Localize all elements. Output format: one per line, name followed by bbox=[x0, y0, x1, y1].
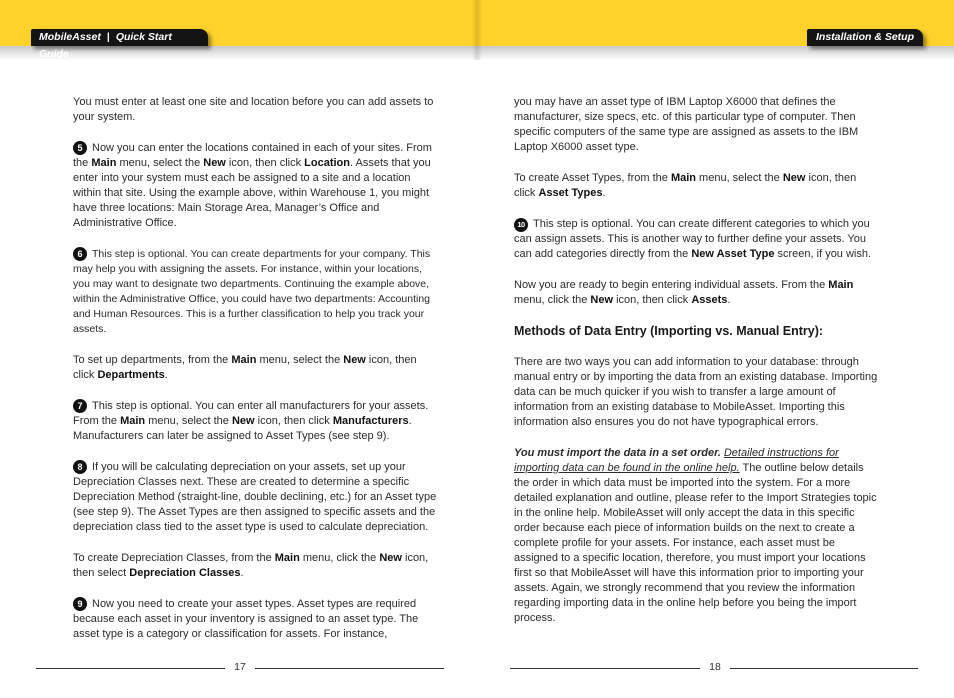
menu-term-main: Main bbox=[828, 279, 854, 291]
intro-paragraph: You must enter at least one site and location before you can add assets to your system. bbox=[73, 96, 434, 123]
text-run: . bbox=[240, 567, 244, 579]
screen-term-new-asset-type: New Asset Type bbox=[691, 248, 775, 260]
text-run: This step is optional. You can enter all manufacturers for your assets. From the bbox=[73, 400, 429, 427]
menu-term-main: Main bbox=[274, 552, 300, 564]
text-run: menu, select the bbox=[696, 172, 783, 184]
step-9-paragraph bbox=[73, 597, 440, 642]
step-6-paragraph bbox=[73, 247, 440, 337]
section-heading: Methods of Data Entry (Importing vs. Manual Entry): bbox=[514, 324, 824, 338]
menu-term-depreciation-classes: Depreciation Classes bbox=[129, 567, 241, 579]
text-run: . bbox=[164, 369, 168, 381]
step-5-paragraph bbox=[73, 141, 440, 231]
menu-term-new: New bbox=[231, 415, 255, 427]
menu-term-new: New bbox=[782, 172, 806, 184]
text-run: icon, then click bbox=[254, 415, 333, 427]
menu-term-new: New bbox=[379, 552, 402, 564]
text-run: . bbox=[727, 294, 731, 306]
text-run: To create Asset Types, from the bbox=[514, 172, 671, 184]
step-7-number-icon: 7 bbox=[73, 399, 87, 413]
text-run: menu, select the bbox=[145, 415, 232, 427]
text-run: menu, select the bbox=[256, 354, 344, 366]
menu-term-asset-types: Asset Types bbox=[538, 187, 603, 199]
text-run: This step is optional. You can create different categories to which you can assign assets. This is another way to further define your assets. You can add categories directly from the bbox=[514, 218, 870, 260]
text-run: icon, then click bbox=[73, 354, 417, 381]
left-page-number: 17 bbox=[225, 661, 255, 673]
asset-type-continuation-paragraph: you may have an asset type of IBM Laptop X6000 that defines the manufacturer, size specs, etc. of this particular type of computer. Then specific computers of the same type are assigned as assets to the IBM Laptop X6000 asset type. bbox=[514, 96, 859, 153]
header-tab-right bbox=[807, 29, 923, 46]
menu-term-new: New bbox=[203, 157, 226, 169]
text-run: This step is optional. You can create departments for your company. This may help you with assigning the assets. For instance, within your locations, you may want to designate two departments. Continuing the example above, within the Administrative Office, you could have two departments: Accounting and Human Resources. This is a further classification to help you track your assets. bbox=[73, 248, 431, 335]
header-product: MobileAsset bbox=[39, 31, 101, 43]
import-order-emphasis: You must import the data in a set order. bbox=[514, 447, 721, 459]
text-run: icon, then click bbox=[514, 172, 857, 199]
text-run: Now you need to create your asset types. Asset types are required because each asset in your inventory is assigned to an asset type. The asset type is a category or classification for assets. For instance, bbox=[73, 598, 419, 640]
step-5-number-icon: 5 bbox=[73, 141, 87, 155]
step-6-number-icon: 6 bbox=[73, 247, 87, 261]
menu-term-main: Main bbox=[670, 172, 696, 184]
text-run: menu, click the bbox=[514, 294, 591, 306]
text-run: icon, then click bbox=[613, 294, 692, 306]
menu-term-main: Main bbox=[91, 157, 117, 169]
text-run: . bbox=[602, 187, 606, 199]
menu-term-main: Main bbox=[231, 354, 257, 366]
asset-types-paragraph bbox=[514, 171, 880, 201]
text-run: icon, then click bbox=[225, 157, 305, 169]
text-run: screen, if you wish. bbox=[774, 248, 872, 260]
ready-paragraph bbox=[514, 278, 880, 308]
right-page-column bbox=[514, 95, 880, 626]
menu-term-assets: Assets bbox=[691, 294, 728, 306]
text-run: Now you are ready to begin entering individual assets. From the bbox=[514, 279, 829, 291]
step-8-number-icon: 8 bbox=[73, 460, 87, 474]
left-page-column bbox=[73, 95, 440, 642]
menu-term-main: Main bbox=[120, 415, 146, 427]
menu-term-location: Location bbox=[304, 157, 350, 169]
text-run: To set up departments, from the bbox=[73, 354, 232, 366]
online-help-link[interactable]: Detailed instructions for importing data can be found in the online help. bbox=[514, 447, 839, 474]
departments-paragraph bbox=[73, 353, 440, 383]
menu-term-new: New bbox=[343, 354, 366, 366]
header-tab-left bbox=[31, 29, 208, 60]
step-8-paragraph bbox=[73, 460, 440, 535]
text-run: The outline below details the order in which data must be imported into the system. For a more detailed explanation and outline, please refer to the Import Strategies topic in the online help. MobileAsset will only accept the data in this specific order because each piece of information builds on the next to create a complete profile for your assets. For instance, each asset must be assigned to a specific location, therefore, you must import your locations first so that MobileAsset will have this information prior to importing your assets. Again, we strongly recommend that you review the information regarding importing data in the online help before you being the import process. bbox=[514, 462, 877, 624]
page-spine bbox=[472, 0, 482, 60]
menu-term-new: New bbox=[590, 294, 614, 306]
header-section-title: Installation & Setup bbox=[815, 31, 914, 43]
text-run: . Manufacturers can later be assigned to Asset Types (see step 9). bbox=[73, 415, 412, 442]
depreciation-classes-paragraph bbox=[73, 551, 440, 581]
header-separator: | bbox=[106, 31, 110, 43]
step-10-paragraph bbox=[514, 217, 880, 262]
step-10-number-icon: 10 bbox=[514, 218, 528, 232]
header-guide-title: Quick Start Guide bbox=[39, 31, 172, 60]
step-9-number-icon: 9 bbox=[73, 597, 87, 611]
text-run: . Assets that you enter into your system must each be assigned to a site and a location within that site. Using the example above, within Warehouse 1, you might have three locations: Main Storage Area, Manager’s Office and Administrative Office. bbox=[73, 157, 431, 229]
text-run: Now you can enter the locations contained in each of your sites. From the bbox=[73, 142, 432, 169]
right-page-number: 18 bbox=[700, 661, 730, 673]
text-run: menu, select the bbox=[116, 157, 204, 169]
methods-paragraph: There are two ways you can add information to your database: through manual entry or by importing the data from an existing database. Importing data can be much quicker if you wish to transfer a large amount of information from an existing database to MobileAsset. Importing this information also ensures you do not have typographical errors. bbox=[514, 356, 878, 428]
text-run: If you will be calculating depreciation on your assets, set up your Depreciation Classes next. These are created to determine a specific Depreciation Method (straight-line, double declining, etc.) for an Asset type (see step 9). The Asset Types are then assigned to specific assets and the depreciation class tied to the asset type is used to calculate depreciation. bbox=[73, 461, 437, 533]
text-run: menu, click the bbox=[299, 552, 380, 564]
text-run: icon, then select bbox=[73, 552, 429, 579]
step-7-paragraph bbox=[73, 399, 440, 444]
menu-term-departments: Departments bbox=[97, 369, 165, 381]
import-paragraph bbox=[514, 446, 880, 626]
text-run: To create Depreciation Classes, from the bbox=[73, 552, 275, 564]
menu-term-manufacturers: Manufacturers bbox=[332, 415, 409, 427]
